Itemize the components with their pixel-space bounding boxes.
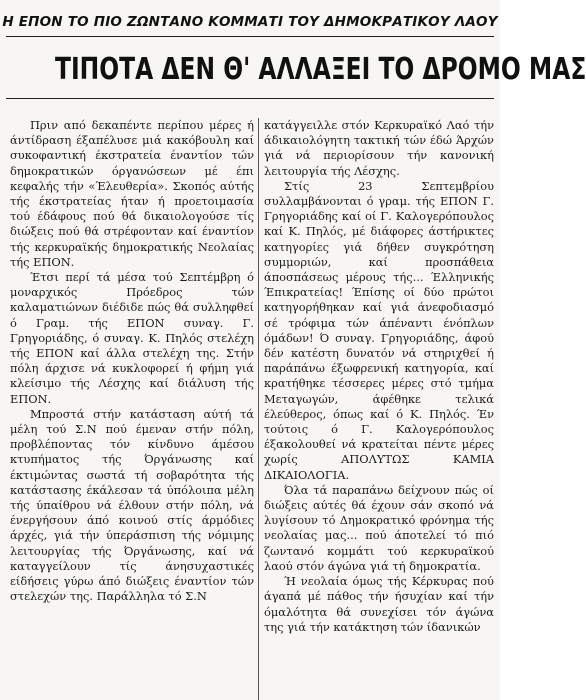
paragraph: Όλα τά παραπάνω δείχνουν πώς οί διώξεις αύτές θά έχουν σάν σκοπό νά λυγίσουν τό Δημοκρατικό φρόνημα τής νεολαίας μας... πού άποτελεί τό πιό ζωντανό κομμάτι τού κερκυραϊκού λαού στόν άγώνα γιά τή δημοκρατία.: [264, 482, 494, 573]
headline: ΤΙΠΟΤΑ ΔΕΝ Θ' ΑΛΛΑΞΕΙ ΤΟ ΔΡΟΜΟ ΜΑΣ: [55, 52, 586, 87]
kicker-line: Η ΕΠΟΝ ΤΟ ΠΙΟ ΖΩΝΤΑΝΟ ΚΟΜΜΑΤΙ ΤΟΥ ΔΗΜΟΚΡΑΤΙΚΟΥ ΛΑΟΥ: [2, 14, 498, 30]
top-rule: [6, 36, 494, 37]
paragraph: Ή νεολαία όμως τής Κέρκυρας πού άγαπά μέ πάθος τήν ήσυχίαν καί τήν όμαλότητα θά συνεχίσει τόν άγώνα της γιά τήν κατάκτηση τών ίδανικών: [264, 574, 494, 634]
paragraph: Μπροστά στήν κατάσταση αύτή τά μέλη τού Σ.Ν πού έμεναν στήν πόλη, προβλέποντας τόν κίνδυνο άμέσου κτυπήματος τής Όργάνωσης καί έκτιμώντας σωστά τή σοβαρότητα τής κατάστασης έκάλεσαν τά ύπόλοιπα μέλη τής ύπαίθρου νά έλθουν στήν πόλη, νά ένεργήσουν άπό κοινού στίς άρμόδιες άρχές, γιά τήν ύπεράσπιση τής νόμιμης λειτουργίας τής Όργάνωσης, καί νά καταγγείλουν τίς άνησυχαστικές είδήσεις γύρω άπό διώξεις έναντίον τών στελεχών της. Παράλληλα τό Σ.Ν: [10, 406, 254, 604]
paragraph: Στίς 23 Σεπτεμβρίου συλλαμβάνονται ό γραμ. τής ΕΠΟΝ Γ. Γρηγοριάδης καί οί Γ. Καλογερόπουλος καί Κ. Πηλός, μέ διάφορες άστήρικτες κατηγορίες γιά δήθεν συγκρότηση συμμοριών, καί προσπάθεια άποσπάσεως μέρους τής... Έλληνικής Έπικρατείας! Έπίσης οί δύο πρώτοι κατηγορήθηκαν καί γιά άνεφοδιασμό σέ τρόφιμα τών άπέναντι ένόπλων όμάδων! Ό συναγ. Γρηγοριάδης, άφού δέν κατέστη δυνατόν νά στηριχθεί ή παράπάνω έξωφρενική κατηγορία, καί κρατήθηκε τέσσερες μέρες στό τμήμα Μεταγωγών, άφέθηκε τελικά έλεύθερος, όπως καί ό Κ. Πηλός. Έν τούτοις ό Γ. Καλογερόπουλος έξακολουθεί νά κρατείται πέντε μέρες χωρίς ΑΠΟΛΥΤΩΣ ΚΑΜΙΑ ΔΙΚΑΙΟΛΟΓΙΑ.: [264, 178, 494, 482]
column-divider: [258, 118, 259, 700]
paragraph: κατάγγειλλε στόν Κερκυραϊκό Λαό τήν άδικαιολόγητη τακτική τών έδώ Άρχών γιά νά περιορίσουν τήν κανονική λειτουργία τής Λέσχης.: [264, 118, 494, 178]
right-column: [264, 118, 494, 635]
headline-rule: [6, 98, 494, 99]
paragraph: Πριν από δεκαπέντε περίπου μέρες ή άντίδραση έξαπέλυσε μιά κακόβουλη καί συκοφαντική έκστρατεία έναντίον τών δημοκρατικών όργανώσεων μέ έπι κεφαλής τήν «Έλευθερία». Σκοπός αύτής τής έκστρατείας ήταν ή προετοιμασία τού έδάφους πού θά δικαιολογούσε τίς διώξεις πού θά στρέφονταν καί έναντίον τής κερκυραϊκής δημοκρατικής Νεολαίας τής ΕΠΟΝ.: [10, 118, 254, 269]
paragraph: Έτσι περί τά μέσα τού Σεπτέμβρη ό μοναρχικός Πρόεδρος τών καλαματιώνων διέδιδε πώς θά συλληφθεί ό Γραμ. τής ΕΠΟΝ συναγ. Γ. Γρηγοριάδης, ό συναγ. Κ. Πηλός στελέχη τής ΕΠΟΝ καί άλλα στελέχη της. Στήν πόλη άρχισε νά κυκλοφορεί ή φήμη γιά κλείσιμο τής Λέσχης καί διάλυση τής ΕΠΟΝ.: [10, 270, 254, 406]
left-column: [10, 118, 254, 605]
